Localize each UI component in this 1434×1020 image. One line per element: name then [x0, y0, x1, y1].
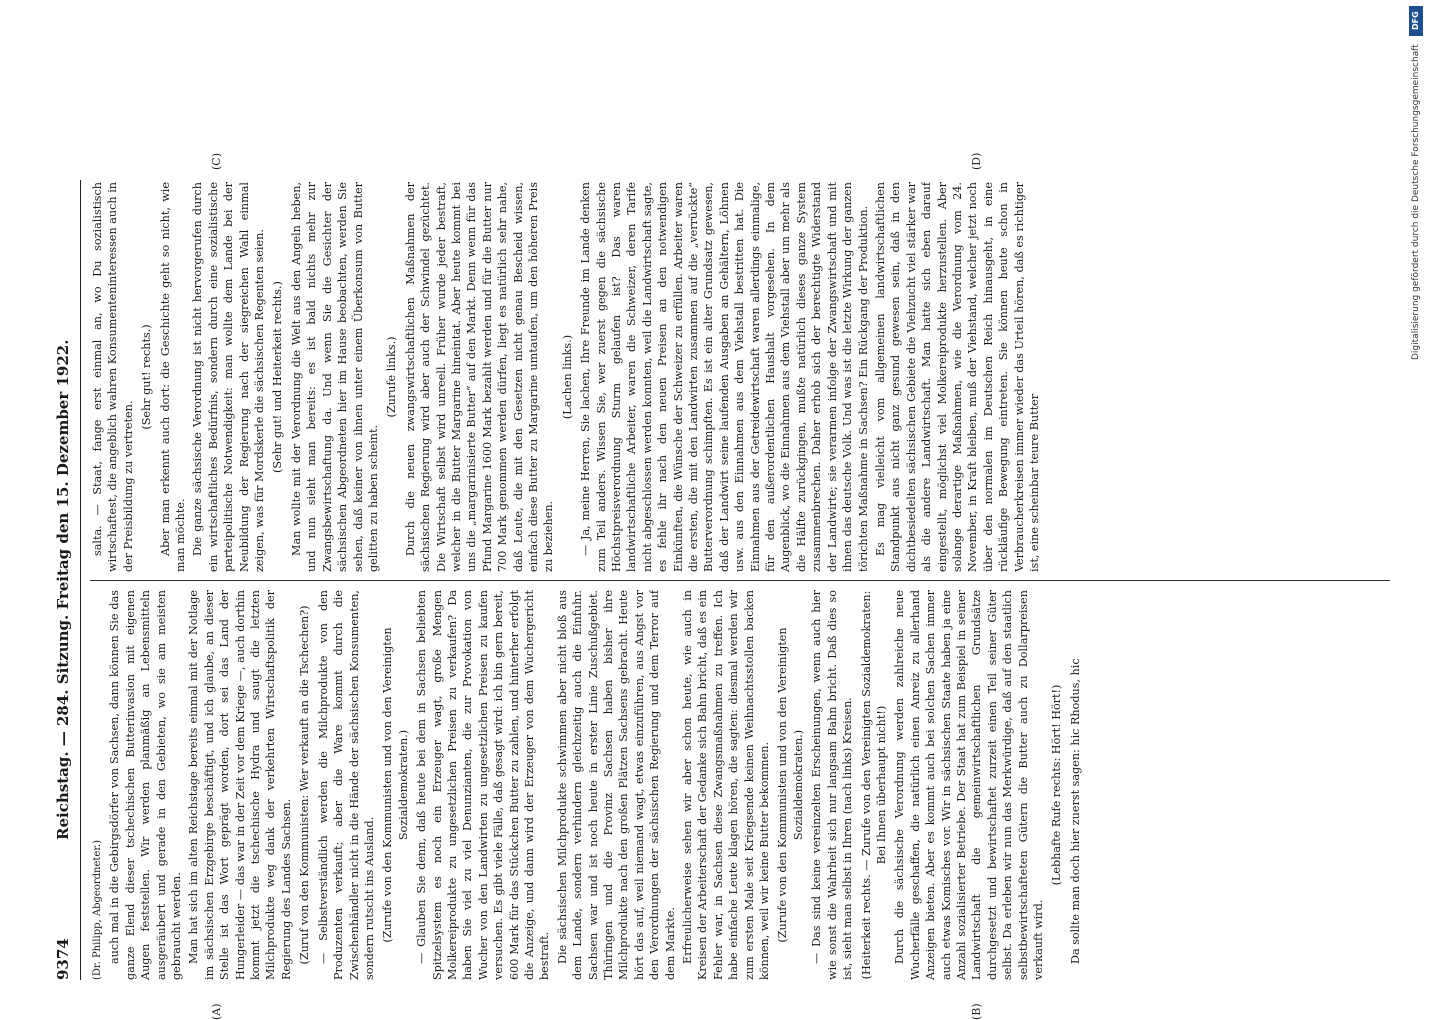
paragraph: (Zurufe von den Kommunisten und von den Vereinigten Sozialdemokraten.): [776, 627, 805, 943]
digitization-sidebar: [1405, 0, 1434, 1000]
speaker-label: (Dr. Philipp, Abgeordneter.): [92, 839, 103, 980]
paragraph: (Zuruf von den Kommunisten: Wer verkauft an die Tschechen?): [298, 605, 312, 965]
paragraph: (Sehr gut! und Heiterkeit rechts.): [271, 281, 285, 473]
paragraph: Es mag vielleicht vom allgemeinen landwirtschaftlichen Standpunkt aus nicht ganz gesund gewesen sein, daß in den dichtbesiedelten sächsischen Gebiete die Viehzucht viel stärker war als die andere Landwirtschaft. Man hatte sich eben darauf eingestellt, möglichst viel Molkereiprodukte herzustellen. Aber solange derartige Maßnahmen, wie die Verordnung vom 24. November, in Kraft bleiben, muß der Viehstand, welcher jetzt noch über den normalen im Deutschen Reich hinausgeht, in eine rückläufige Bewegung eintreten. Sie können heute schon in Verbraucherkreisen immer wieder das Urteil hören, daß es richtiger ist, eine scheinbar teure Butter: [873, 182, 1041, 572]
paragraph: salta. — Staat, fange erst einmal an, wo Du sozialistisch wirtschaftest, die angeblich wahren Konsumenteninteressen auch in der Preisbildung zu vertreten.: [91, 182, 135, 572]
paragraph: Erfreulicherweise sehen wir aber schon heute, wie auch in Kreisen der Arbeiterschaft der Gedanke sich Bahn bricht, daß es ein Fehler war, in Sachsen diese Zwangsmaßnahmen zu treffen. Ich habe einfache Leute klagen hören, die sagten: diesmal werden wir zum ersten Male seit Kriegsende keinen Weihnachtsstollen backen können, weil wir keine Butter bekommen.: [681, 590, 772, 980]
paragraph: — Das sind keine vereinzelten Erscheinungen, wenn auch hier wie sonst die Wahrheit sich nur langsam Bahn bricht. Daß dies so ist, sieht man selbst in Ihren (nach links) Kreisen.: [810, 590, 855, 980]
paragraph: — Glauben Sie denn, daß heute bei dem in Sachsen beliebten Spitzelsystem es noch ein Erzeuger wagt, große Mengen Molkereiprodukte zu ungesetzlichen Preisen zu verkaufen? Da haben Sie viel zu viel Denunzianten, die zur Provokation von Wucher von den Landwirten zu ungesetzlichen Preisen zu kaufen versuchen. Es gibt viele Fälle, daß gesagt wird: ich bin gern bereit, 600 Mark für das Stückchen Butter zu zahlen, und hinterher erfolgt die Anzeige, und dann wird der Erzeuger von dem Wuchergericht bestraft.: [415, 590, 552, 980]
margin-marker-a: (A): [210, 1003, 223, 1020]
paragraph: Aber man erkennt auch dort: die Geschichte geht so nicht, wie man möchte.: [158, 182, 188, 572]
margin-marker-b: (B): [970, 1003, 983, 1020]
paragraph: (Zurufe links.): [385, 336, 399, 418]
left-column-text: [107, 590, 1083, 980]
rotated-page: [50, 152, 1410, 1020]
paragraph: — Selbstverständlich werden die Milchprodukte von den Produzenten verkauft; aber die Ware kommt durch die Zwischenhändler nicht in die Hände der sächsischen Konsumenten, sondern rutscht ins Ausland.: [316, 590, 376, 980]
paragraph: Die sächsischen Milchprodukte schwimmen aber nicht bloß aus dem Lande, sondern verhindern gleichzeitig auch die Einfuhr. Sachsen war und ist noch heute in erster Linie Zuschußgebiet. Thüringen und die Provinz Sachsen haben bisher ihre Milchprodukte nach den großen Plätzen Sachsens gebracht. Heute hört das auf, weil niemand wagt, etwas einzuführen, aus Angst vor den Verordnungen der sächsischen Regierung und dem Terror auf dem Markte.: [555, 590, 677, 980]
paragraph: Die ganze sächsische Verordnung ist nicht hervorgerufen durch ein wirtschaftliches Bedürfnis, sondern durch eine sozialistische parteipolitische Notwendigkeit: man wollte dem Lande bei der Neubildung der Regierung nach der siegreichen Wahl einmal zeigen, was für Mordskerle die sächsischen Regenten seien.: [191, 182, 267, 572]
dfg-logo: DFG: [1409, 6, 1423, 36]
paragraph: auch mal in die Gebirgsdörfer von Sachsen, dann können Sie das ganze Elend dieser tschechischen Butterinvasion mit eigenen Augen feststellen. Wir werden planmäßig an Lebensmitteln ausgeräubert und gerade in den Gebieten, wo sie am meisten gebraucht werden.: [108, 590, 184, 980]
margin-marker-c: (C): [210, 153, 223, 170]
paragraph: Man wollte mit der Verordnung die Welt aus den Angeln heben, und nun sieht man bereits: es ist bald nichts mehr zur Zwangsbewirtschaftung da. Und wenn Sie die Gesichter der sächsischen Abgeordneten hier im Hause beobachten, werden Sie sehen, daß keiner von ihnen unter einem Überkonsum von Butter gelitten zu haben scheint.: [289, 182, 380, 572]
paragraph: Durch die sächsische Verordnung werden zahlreiche neue Wucherfälle geschaffen, die natürlich einen Anreiz zu allerhand Anzeigen bieten. Aber es kommt auch bei solchen Sachen immer auch etwas Komisches vor. Wir in sächsischen Staate haben ja eine Anzahl sozialisierter Betriebe. Der Staat hat zum Beispiel in seiner Landwirtschaft die gemeinwirtschaftlichen Grundsätze durchgesetzt und bewirtschaftet zurzeit einen Teil seiner Güter selbst. Da erleben wir nun das Merkwürdige, daß auf den staatlich selbstbewirtschafteten Gütern die Butter auch zu Dollarpreisen verkauft wird.: [893, 590, 1045, 980]
column-divider: [90, 580, 1390, 581]
paragraph: (Sehr gut! rechts.): [140, 324, 154, 430]
paragraph: Durch die neuen zwangswirtschaftlichen Maßnahmen der sächsischen Regierung wird aber auch der Schwindel gezüchtet. Die Wirtschaft selbst wird unreell. Früher wurde jeder bestraft, welcher in die Butter Margarine hineintat. Aber heute kommt bei uns die „margarinisierte Butter“ auf den Markt. Denn wenn für das Pfund Margarine 1600 Mark bezahlt werden und für die Butter nur 700 Mark genommen werden dürfen, liegt es natürlich sehr nahe, daß Leute, die mit den Gesetzen nicht genau Bescheid wissen, einfach diese Butter zu Margarine umtaufen, um den höheren Preis zu beziehen.: [403, 182, 556, 572]
paragraph: (Lebhafte Rufe rechts: Hört! Hört!): [1050, 684, 1064, 886]
paragraph: (Zurufe von den Kommunisten und von den Vereinigten Sozialdemokraten.): [381, 627, 410, 943]
paragraph: — Ja, meine Herren, Sie lachen, Ihre Freunde im Lande denken zum Teil anders. Wissen Sie, wer zuerst gegen die sächsische Höchstpreisverordnung Sturm gelaufen ist? Das waren landwirtschaftliche Arbeiter, waren die Schweizer, deren Tarife nicht abgeschlossen werden konnten, weil die Landwirtschaft sagte, es fehle ihr nach den neuen Preisen an den notwendigen Einkünften, die Wünsche der Schweizer zu erfüllen. Arbeiter waren die ersten, die mit den Landwirten zusammen auf die „verrückte“ Butterverordnung schimpften. Es ist ein alter Grundsatz gewesen, daß der Landwirt seine laufenden Ausgaben an Gehältern, Löhnen usw. aus den Einnahmen aus dem Viehstall bestritten hat. Die Einnahmen aus der Getreidewirtschaft waren allerdings einmalige, für den außerordentlichen Haushalt vorgesehen. In dem Augenblick, wo die Einnahmen aus dem Viehstall aber um mehr als die Hälfte zurückgingen, mußte natürlich dieses ganze System zusammenbrechen. Daher erhob sich der berechtigte Widerstand der Landwirte; sie verarmen infolge der Zwangswirtschaft und mit ihnen das deutsche Volk. Und was ist die letzte Wirkung der ganzen törichten Maßnahme in Sachsen? Ein Rückgang der Produktion.: [579, 182, 870, 572]
right-column-text: [90, 182, 1042, 572]
paragraph: Da sollte man doch hier zuerst sagen: hic Rhodus, hic: [1068, 658, 1082, 964]
page-title: Reichstag. — 284. Sitzung. Freitag den 15. Dezember 1922.: [54, 339, 72, 840]
margin-marker-d: (D): [970, 152, 983, 170]
digitization-credit: Digitalisierung gefördert durch die Deutsche Forschungsgemeinschaft: [1411, 44, 1421, 360]
header-rule: [80, 180, 81, 980]
page-number: 9374: [54, 938, 72, 980]
left-column: [90, 590, 1400, 980]
paragraph: Man hat sich im alten Reichstage bereits einmal mit der Notlage im sächsischen Erzgebirge beschäftigt, und ich glaube, an dieser Stelle ist das Wort geprägt worden, dort sei das Land der Hungerleider — das war in der Zeit vor dem Kriege —, auch dorthin kommt jetzt die tschechische Hydra und saugt die letzten Milchprodukte weg dank der verkehrten Wirtschaftspolitik der Regierung des Landes Sachsen.: [187, 590, 293, 980]
paragraph: (Heiterkeit rechts. — Zurufe von den Vereinigten Sozialdemokraten: Bei Ihnen überhaupt nicht!): [859, 590, 888, 980]
right-column: [90, 182, 1400, 572]
paragraph: (Lachen links.): [560, 334, 574, 420]
page-header: [50, 180, 80, 980]
